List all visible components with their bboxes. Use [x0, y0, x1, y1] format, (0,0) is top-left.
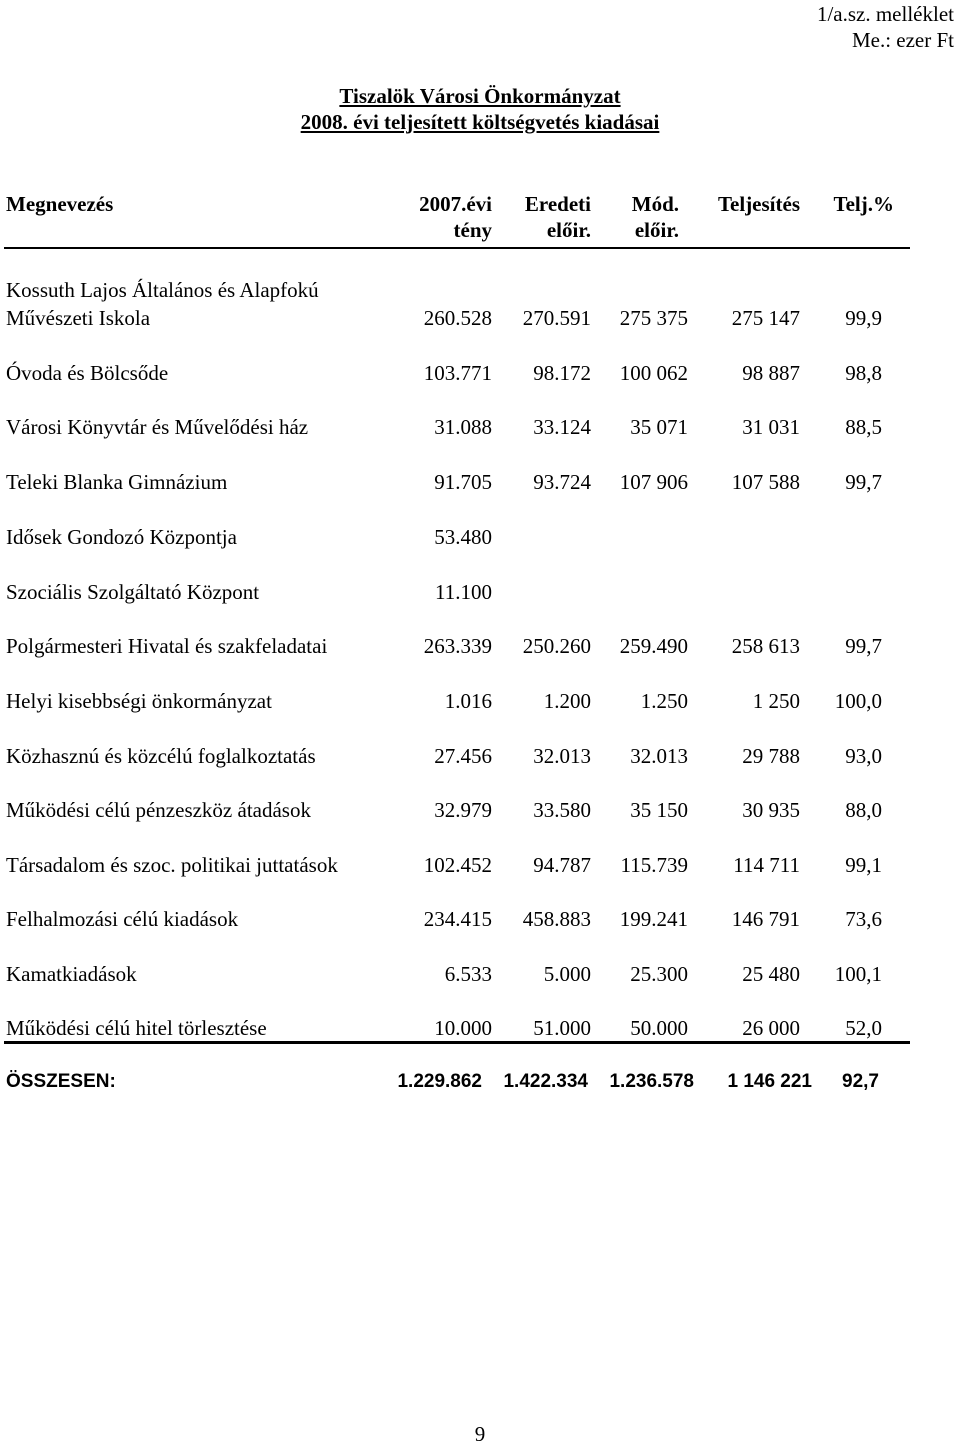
row-2007-value: 263.339: [423, 634, 492, 658]
row-name: Közhasznú és közcélú foglalkoztatás: [6, 744, 316, 768]
row-teljesites-value: 25 480: [742, 962, 800, 986]
row-name: Működési célú hitel törlesztése: [6, 1016, 267, 1040]
table-row: [0, 744, 960, 776]
row-szazalek-value: 99,1: [845, 853, 882, 877]
row-eredeti-value: 250.260: [522, 634, 591, 658]
table-row: [0, 962, 960, 994]
row-mod-value: 259.490: [619, 634, 688, 658]
row-eredeti-value: 33.124: [533, 415, 591, 439]
header-teljesites: Teljesítés: [717, 192, 800, 216]
row-eredeti-value: 458.883: [522, 907, 591, 931]
table-row: [0, 853, 960, 885]
annex-label: 1/a.sz. melléklet: [816, 2, 954, 26]
row-2007-value: 10.000: [434, 1016, 492, 1040]
row-name: Helyi kisebbségi önkormányzat: [6, 689, 272, 713]
table-row: [0, 306, 960, 338]
header-mod-line2: előir.: [634, 218, 679, 242]
row-name-line1: Kossuth Lajos Általános és Alapfokú: [6, 278, 319, 302]
row-2007-value: 103.771: [423, 361, 492, 385]
row-eredeti-value: 33.580: [533, 798, 591, 822]
row-2007-value: 1.016: [444, 689, 492, 713]
row-teljesites-value: 30 935: [742, 798, 800, 822]
table-row: [0, 798, 960, 830]
row-szazalek-value: 99,7: [845, 470, 882, 494]
row-szazalek-value: 100,1: [834, 962, 882, 986]
row-teljesites-value: 26 000: [742, 1016, 800, 1040]
row-name: Művészeti Iskola: [6, 306, 151, 330]
row-eredeti-value: 32.013: [533, 744, 591, 768]
row-teljesites-value: 258 613: [731, 634, 800, 658]
document-title: Tiszalök Városi Önkormányzat: [339, 84, 621, 108]
table-row: [0, 580, 960, 612]
row-name: Kamatkiadások: [6, 962, 137, 986]
row-teljesites-value: 31 031: [742, 415, 800, 439]
header-name: Megnevezés: [6, 192, 114, 216]
row-szazalek-value: 88,0: [845, 798, 882, 822]
row-eredeti-value: 270.591: [522, 306, 591, 330]
document-subtitle: 2008. évi teljesített költségvetés kiadásai: [300, 110, 660, 134]
row-name: Szociális Szolgáltató Központ: [6, 580, 260, 604]
row-eredeti-value: 98.172: [533, 361, 591, 385]
row-eredeti-value: 94.787: [533, 853, 591, 877]
row-name: Idősek Gondozó Központja: [6, 525, 237, 549]
row-eredeti-value: 1.200: [543, 689, 591, 713]
table-row: [0, 907, 960, 939]
row-szazalek-value: 98,8: [845, 361, 882, 385]
row-2007-value: 31.088: [434, 415, 492, 439]
row-2007-value: 102.452: [423, 853, 492, 877]
row-teljesites-value: 1 250: [752, 689, 800, 713]
header-eredeti-eloiranyzat: [525, 191, 591, 243]
row-mod-value: 32.013: [630, 744, 688, 768]
row-mod-value: 100 062: [619, 361, 688, 385]
row-eredeti-value: 51.000: [533, 1016, 591, 1040]
row-2007-value: 53.480: [434, 525, 492, 549]
table-row: [0, 634, 960, 666]
header-mod-line1: Mód.: [631, 192, 679, 216]
row-name: Városi Könyvtár és Művelődési ház: [6, 415, 309, 439]
table-row: [0, 361, 960, 393]
total-teljesites-value: 1 146 221: [727, 1071, 812, 1092]
table-row: [0, 689, 960, 721]
row-name: Polgármesteri Hivatal és szakfeladatai: [6, 634, 328, 658]
row-teljesites-value: 114 711: [733, 853, 800, 877]
row-2007-value: 11.100: [435, 580, 492, 604]
header-teljesites-szazalek: Telj.%: [833, 192, 894, 216]
row-mod-value: 35 071: [630, 415, 688, 439]
row-2007-value: 234.415: [423, 907, 492, 931]
total-divider: [4, 1041, 910, 1044]
row-szazalek-value: 100,0: [834, 689, 882, 713]
row-2007-value: 6.533: [444, 962, 492, 986]
row-mod-value: 25.300: [630, 962, 688, 986]
header-eredeti-line1: Eredeti: [524, 192, 591, 216]
unit-label: Me.: ezer Ft: [851, 28, 954, 52]
row-teljesites-value: 98 887: [742, 361, 800, 385]
row-eredeti-value: 5.000: [543, 962, 591, 986]
row-szazalek-value: 99,9: [845, 306, 882, 330]
row-2007-value: 27.456: [434, 744, 492, 768]
table-row: [0, 525, 960, 557]
row-teljesites-value: 146 791: [731, 907, 800, 931]
row-name: Társadalom és szoc. politikai juttatások: [6, 853, 338, 877]
header-divider: [4, 247, 910, 249]
row-teljesites-value: 275 147: [731, 306, 800, 330]
header-2007-line2: tény: [453, 218, 492, 242]
header-modositott-eloiranyzat: [632, 191, 679, 243]
page-number: 9: [474, 1422, 486, 1446]
row-szazalek-value: 52,0: [845, 1016, 882, 1040]
row-2007-value: 32.979: [434, 798, 492, 822]
row-name: Óvoda és Bölcsőde: [6, 361, 169, 385]
row-mod-value: 50.000: [630, 1016, 688, 1040]
row-mod-value: 199.241: [619, 907, 688, 931]
header-2007-line1: 2007.évi: [419, 192, 492, 216]
row-mod-value: 1.250: [640, 689, 688, 713]
row-2007-value: 260.528: [423, 306, 492, 330]
row-name: Teleki Blanka Gimnázium: [6, 470, 228, 494]
row-2007-value: 91.705: [434, 470, 492, 494]
row-szazalek-value: 88,5: [845, 415, 882, 439]
total-2007-value: 1.229.862: [397, 1071, 482, 1092]
row-mod-value: 107 906: [619, 470, 688, 494]
header-eredeti-line2: előir.: [546, 218, 591, 242]
row-szazalek-value: 73,6: [845, 907, 882, 931]
row-eredeti-value: 93.724: [533, 470, 591, 494]
total-label: ÖSSZESEN:: [6, 1071, 116, 1092]
total-szazalek-value: 92,7: [842, 1071, 879, 1092]
row-mod-value: 115.739: [620, 853, 688, 877]
header-2007-tenyleges: [419, 191, 492, 243]
total-mod-value: 1.236.578: [609, 1071, 694, 1092]
table-row: [0, 470, 960, 502]
row-mod-value: 275 375: [619, 306, 688, 330]
table-row: [0, 415, 960, 447]
row-name: Működési célú pénzeszköz átadások: [6, 798, 311, 822]
row-szazalek-value: 99,7: [845, 634, 882, 658]
total-row: [0, 1071, 960, 1103]
row-teljesites-value: 107 588: [731, 470, 800, 494]
row-mod-value: 35 150: [630, 798, 688, 822]
row-name: Felhalmozási célú kiadások: [6, 907, 239, 931]
row-teljesites-value: 29 788: [742, 744, 800, 768]
row-szazalek-value: 93,0: [845, 744, 882, 768]
total-eredeti-value: 1.422.334: [503, 1071, 588, 1092]
